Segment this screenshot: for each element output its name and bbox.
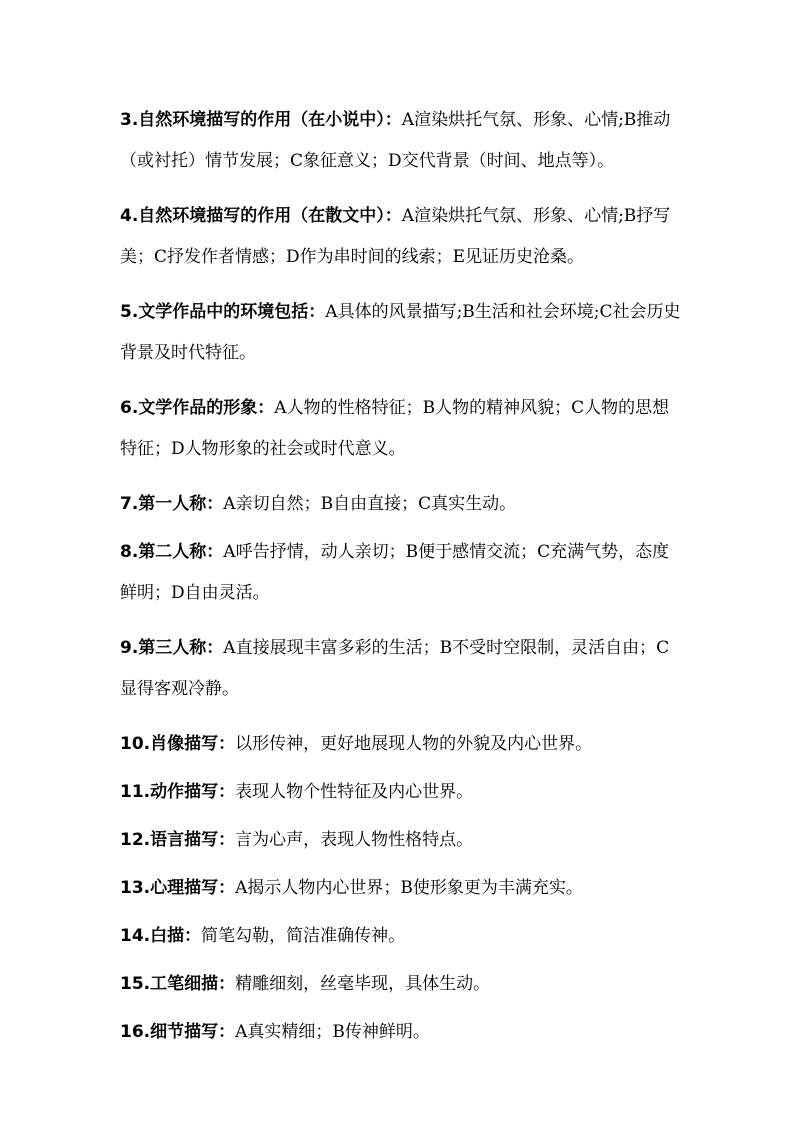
item-text: 表现人物个性特征及内心世界。	[235, 782, 474, 802]
item-text: A直接展现丰富多彩的生活；B不受时空限制，灵活自由；C显得客观冷静。	[120, 638, 670, 699]
item-text: A渲染烘托气氛、形象、心情;B抒写美；C抒发作者情感；D作为串时间的线索；E见证历史沧桑。	[120, 206, 671, 267]
list-item	[120, 628, 684, 710]
item-term: 10.肖像描写：	[120, 734, 236, 754]
item-term: 5.文学作品中的环境包括：	[120, 302, 326, 322]
item-term: 3.自然环境描写的作用（在小说中）：	[120, 110, 402, 130]
item-text: A渲染烘托气氛、形象、心情;B推动（或衬托）情节发展；C象征意义；D交代背景（时间、地点等）。	[120, 110, 671, 171]
item-term: 6.文学作品的形象：	[120, 398, 275, 418]
item-text: A真实精细；B传神鲜明。	[235, 1022, 430, 1042]
item-term: 8.第二人称：	[120, 542, 224, 562]
list-item	[120, 532, 684, 614]
list-item	[120, 820, 684, 861]
list-item	[120, 292, 684, 374]
list-item	[120, 388, 684, 470]
item-term: 13.心理描写：	[120, 878, 236, 898]
item-text: 言为心声，表现人物性格特点。	[235, 830, 474, 850]
item-term: 15.工笔细描：	[120, 974, 236, 994]
list-item	[120, 100, 684, 182]
item-term: 7.第一人称：	[120, 494, 224, 514]
item-text: A呼告抒情，动人亲切；B便于感情交流；C充满气势，态度鲜明；D自由灵活。	[120, 542, 670, 603]
list-item	[120, 916, 684, 957]
list-item	[120, 724, 684, 765]
list-item	[120, 1012, 684, 1053]
list-item	[120, 484, 684, 525]
list-item	[120, 868, 684, 909]
list-item	[120, 964, 684, 1005]
item-term: 11.动作描写：	[120, 782, 236, 802]
item-term: 9.第三人称：	[120, 638, 224, 658]
item-text: A亲切自然；B自由直接；C真实生动。	[223, 494, 517, 514]
list-item	[120, 196, 684, 278]
item-text: 以形传神，更好地展现人物的外貌及内心世界。	[235, 734, 593, 754]
item-text: 简笔勾勒，简洁准确传神。	[201, 926, 406, 946]
item-text: A人物的性格特征；B人物的精神风貌；C人物的思想特征；D人物形象的社会或时代意义。	[120, 398, 670, 459]
item-text: 精雕细刻，丝毫毕现，具体生动。	[235, 974, 491, 994]
item-text: A具体的风景描写;B生活和社会环境;C社会历史背景及时代特征。	[120, 302, 681, 363]
item-term: 16.细节描写：	[120, 1022, 236, 1042]
item-term: 12.语言描写：	[120, 830, 236, 850]
item-term: 4.自然环境描写的作用（在散文中）：	[120, 206, 402, 226]
item-text: A揭示人物内心世界；B使形象更为丰满充实。	[235, 878, 583, 898]
item-term: 14.白描：	[120, 926, 202, 946]
list-item	[120, 772, 684, 813]
